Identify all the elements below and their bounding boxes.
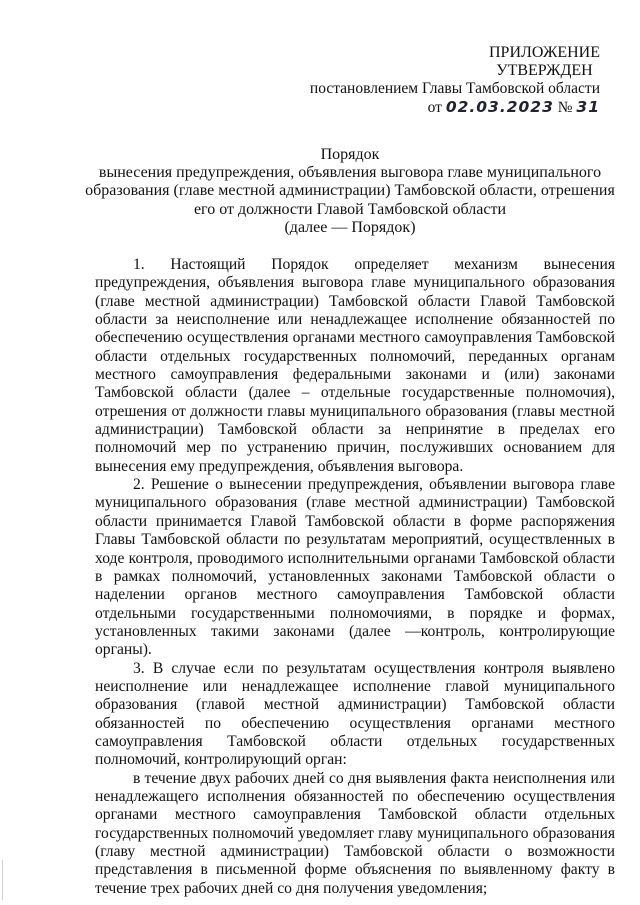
paragraph-3-item: в течение двух рабочих дней со дня выявления факта неисполнения или ненадлежащего исполнения обязанностей по обеспечению осуществления органами местного самоуправления Тамбовской области отдельных государственных полномочий уведомляет главу муниципального образования (главу местной администрации) Тамбовской области о возможности представления в письменной форме объяснения по выявленному факту в течение трех рабочих дней со дня получения уведомления; (95, 769, 615, 897)
title-heading: Порядок (320, 146, 380, 163)
paragraph-3: 3. В случае если по результатам осуществления контроля выявлено неисполнение или ненадлежащее исполнение главой муниципального образования (главой местной администрации) Тамбовской области обязанностей по обеспечению осуществления органами местного самоуправления Тамбовской области отдельных государственных полномочий, контролирующий орган: (95, 659, 615, 769)
approved-label: УТВЕРЖДЕН (496, 62, 593, 79)
date-prefix: от (427, 99, 442, 116)
document-title (60, 146, 640, 237)
scan-edge-mark (2, 860, 3, 900)
title-line: образования (главе местной администрации) Тамбовской области, отрешения (85, 182, 615, 200)
decree-reference: постановлением Главы Тамбовской области (309, 80, 600, 97)
title-line: вынесения предупреждения, объявления выговора главе муниципального (98, 164, 602, 182)
appendix-header (309, 44, 600, 116)
paragraph-2: 2. Решение о вынесении предупреждения, объявлении выговора главе муниципального образования (главе местной администрации) Тамбовской области принимается Главой Тамбовской области в форме распоряжения Главы Тамбовской области по результатам мероприятий, осуществленных в ходе контроля, проводимого исполнительными органами Тамбовской области в рамках полномочий, установленных законами Тамбовской области о наделении органов местного самоуправления Тамбовской области отдельными государственными полномочиями, в порядке и формах, установленных такими законами (далее —контроль, контролирующие органы). (95, 476, 615, 659)
number-sign: № (557, 99, 573, 116)
decree-number: 31 (576, 98, 600, 116)
document-body (95, 256, 615, 898)
title-line: его от должности Главой Тамбовской области (193, 200, 507, 218)
decree-date: 02.03.2023 (445, 98, 554, 116)
paragraph-1: 1. Настоящий Порядок определяет механизм вынесения предупреждения, объявления выговора главе муниципального образования (главе местной администрации) Тамбовской области Главой Тамбовской области за неисполнение или ненадлежащее исполнение обязанностей по обеспечению осуществления органами местного самоуправления Тамбовской области отдельных государственных полномочий, переданных органам местного самоуправления федеральными законами и (или) законами Тамбовской области (далее – отдельные государственные полномочия), отрешения от должности главы муниципального образования (главы местной администрации) Тамбовской области за непринятие в пределах его полномочий мер по устранению причин, послуживших основанием для вынесения ему предупреждения, объявления выговора. (95, 256, 615, 475)
appendix-label: ПРИЛОЖЕНИЕ (488, 44, 600, 61)
title-abbreviation: (далее — Порядок) (284, 218, 416, 236)
decree-date-line (300, 98, 600, 117)
